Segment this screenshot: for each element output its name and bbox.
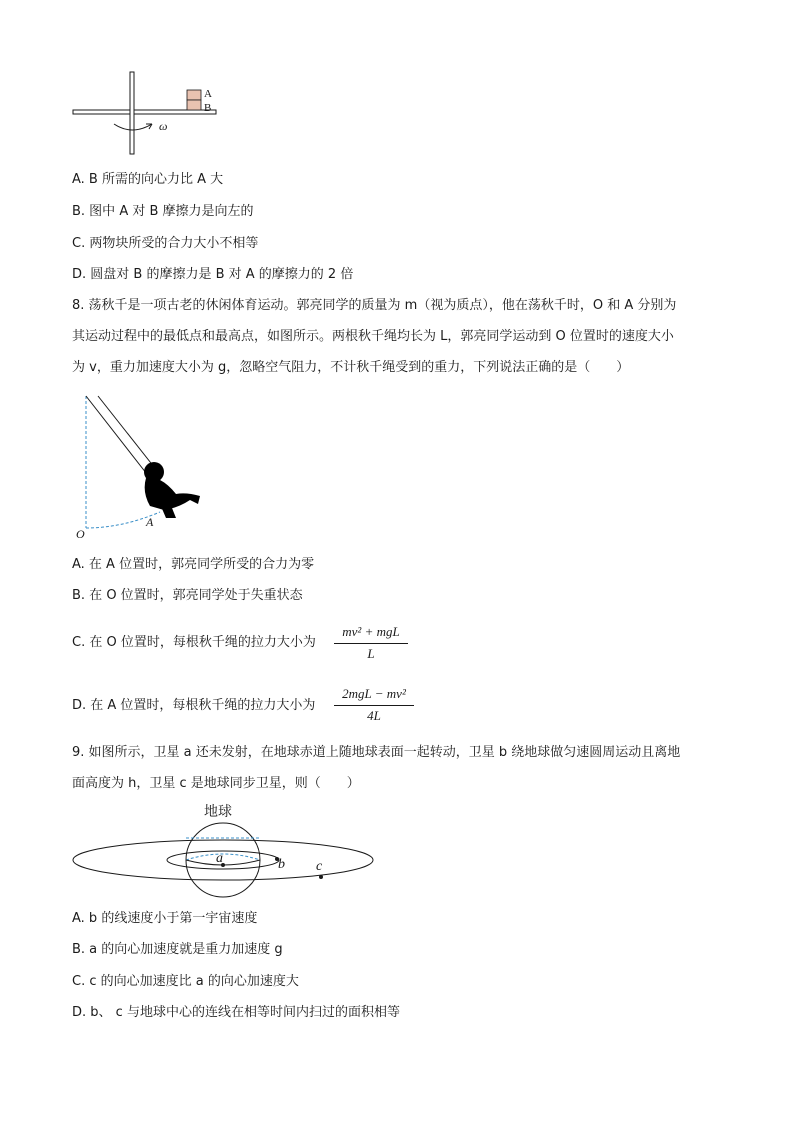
q8-option-a: A. 在 A 位置时，郭亮同学所受的合力为零 <box>72 557 315 572</box>
formula-d-denominator: 4L <box>367 708 381 723</box>
block-a-label: A <box>204 88 212 100</box>
omega-label: ω <box>159 119 168 133</box>
block-b-label: B <box>204 102 212 114</box>
sat-b-label: b <box>278 857 285 872</box>
point-a-label: A <box>146 515 154 529</box>
q7-figure <box>70 68 230 158</box>
q9-stem-line-2: 面高度为 h，卫星 c 是地球同步卫星，则（ ） <box>72 776 360 791</box>
formula-d-numerator: 2mgL − mv² <box>342 686 406 701</box>
formula-d <box>334 686 414 726</box>
q7-option-b: B. 图中 A 对 B 摩擦力是向左的 <box>72 204 254 219</box>
q8-swing-figure <box>72 392 212 542</box>
sat-a-label: a <box>216 851 223 866</box>
formula-c-denominator: L <box>367 646 375 661</box>
q8-stem-line-1: 8. 荡秋千是一项古老的休闲体育运动。郭亮同学的质量为 m（视为质点），他在荡秋千时，O 和 A 分别为 <box>72 298 677 313</box>
q8-stem-line-2: 其运动过程中的最低点和最高点，如图所示。两根秋千绳均长为 L，郭亮同学运动到 O 位置时的速度大小 <box>72 329 674 344</box>
sat-c-label: c <box>316 859 323 874</box>
formula-c <box>334 624 408 664</box>
q7-option-a: A. B 所需的向心力比 A 大 <box>72 172 224 187</box>
earth-label: 地球 <box>204 804 232 820</box>
q9-stem-line-1: 9. 如图所示，卫星 a 还未发射，在地球赤道上随地球表面一起转动，卫星 b 绕地球做匀速圆周运动且离地 <box>72 745 681 760</box>
q9-option-c: C. c 的向心加速度比 a 的向心加速度大 <box>72 974 299 989</box>
q9-option-d: D. b、 c 与地球中心的连线在相等时间内扫过的面积相等 <box>72 1005 400 1020</box>
q8-option-b: B. 在 O 位置时，郭亮同学处于失重状态 <box>72 588 303 603</box>
q8-stem-line-3: 为 v，重力加速度大小为 g，忽略空气阻力，不计秋千绳受到的重力，下列说法正确的是（ ） <box>72 360 630 375</box>
q9-option-b: B. a 的向心加速度就是重力加速度 g <box>72 942 283 957</box>
q9-option-a: A. b 的线速度小于第一宇宙速度 <box>72 911 258 926</box>
q9-earth-figure <box>70 800 382 898</box>
point-o-label: O <box>76 527 85 541</box>
q7-option-c: C. 两物块所受的合力大小不相等 <box>72 236 259 251</box>
q7-option-d: D. 圆盘对 B 的摩擦力是 B 对 A 的摩擦力的 2 倍 <box>72 267 354 282</box>
formula-c-numerator: mv² + mgL <box>342 624 400 639</box>
q8-option-d: D. 在 A 位置时，每根秋千绳的拉力大小为 <box>72 698 316 713</box>
q8-option-c: C. 在 O 位置时，每根秋千绳的拉力大小为 <box>72 635 316 650</box>
